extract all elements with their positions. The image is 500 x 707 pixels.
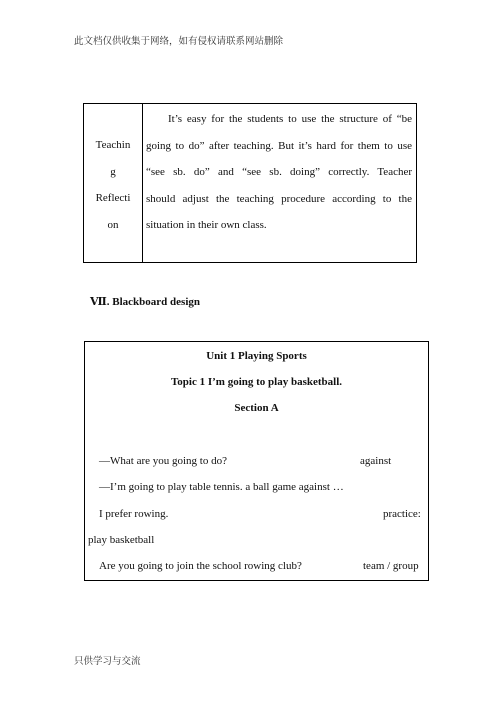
blackboard-line: I prefer rowing. xyxy=(99,508,169,520)
reflection-text-line: should adjust the teaching procedure according to the xyxy=(146,192,412,205)
page-footer: 只供学习与交流 xyxy=(74,656,141,667)
blackboard-word: team / group xyxy=(363,560,419,572)
page-header: 此文档仅供收集于网络，如有侵权请联系网站删除 xyxy=(74,36,284,47)
blackboard-line: —What are you going to do? xyxy=(99,455,227,467)
blackboard-word: practice: xyxy=(383,508,421,520)
table-divider xyxy=(142,104,143,262)
section-title: Ⅶ. Blackboard design xyxy=(90,296,200,308)
reflection-text-line: going to do” after teaching. But it’s hard for them to use xyxy=(146,139,412,152)
blackboard-line: Are you going to join the school rowing club? xyxy=(99,560,302,572)
blackboard-line: —I’m going to play table tennis. a ball game against … xyxy=(99,481,344,493)
topic-title: Topic 1 I’m going to play basketball. xyxy=(170,376,343,388)
blackboard-line: play basketball xyxy=(88,534,155,546)
reflection-label-line: on xyxy=(107,218,119,231)
reflection-label-line: Reflecti xyxy=(95,192,131,204)
unit-title: Unit 1 Playing Sports xyxy=(206,350,307,362)
reflection-text xyxy=(146,106,412,239)
reflection-label-line: g xyxy=(110,165,116,178)
reflection-label-line: Teachin xyxy=(95,139,131,151)
reflection-text-line: situation in their own class. xyxy=(146,219,267,231)
teaching-reflection-table xyxy=(83,103,417,263)
reflection-label xyxy=(84,132,142,238)
section-label: Section A xyxy=(234,402,279,414)
blackboard-design-box xyxy=(84,341,429,581)
blackboard-word: against xyxy=(360,455,392,467)
reflection-text-line: “see sb. do” and “see sb. doing” correctly. Teacher xyxy=(146,166,412,178)
reflection-text-line: It’s easy for the students to use the structure of “be xyxy=(168,113,412,125)
